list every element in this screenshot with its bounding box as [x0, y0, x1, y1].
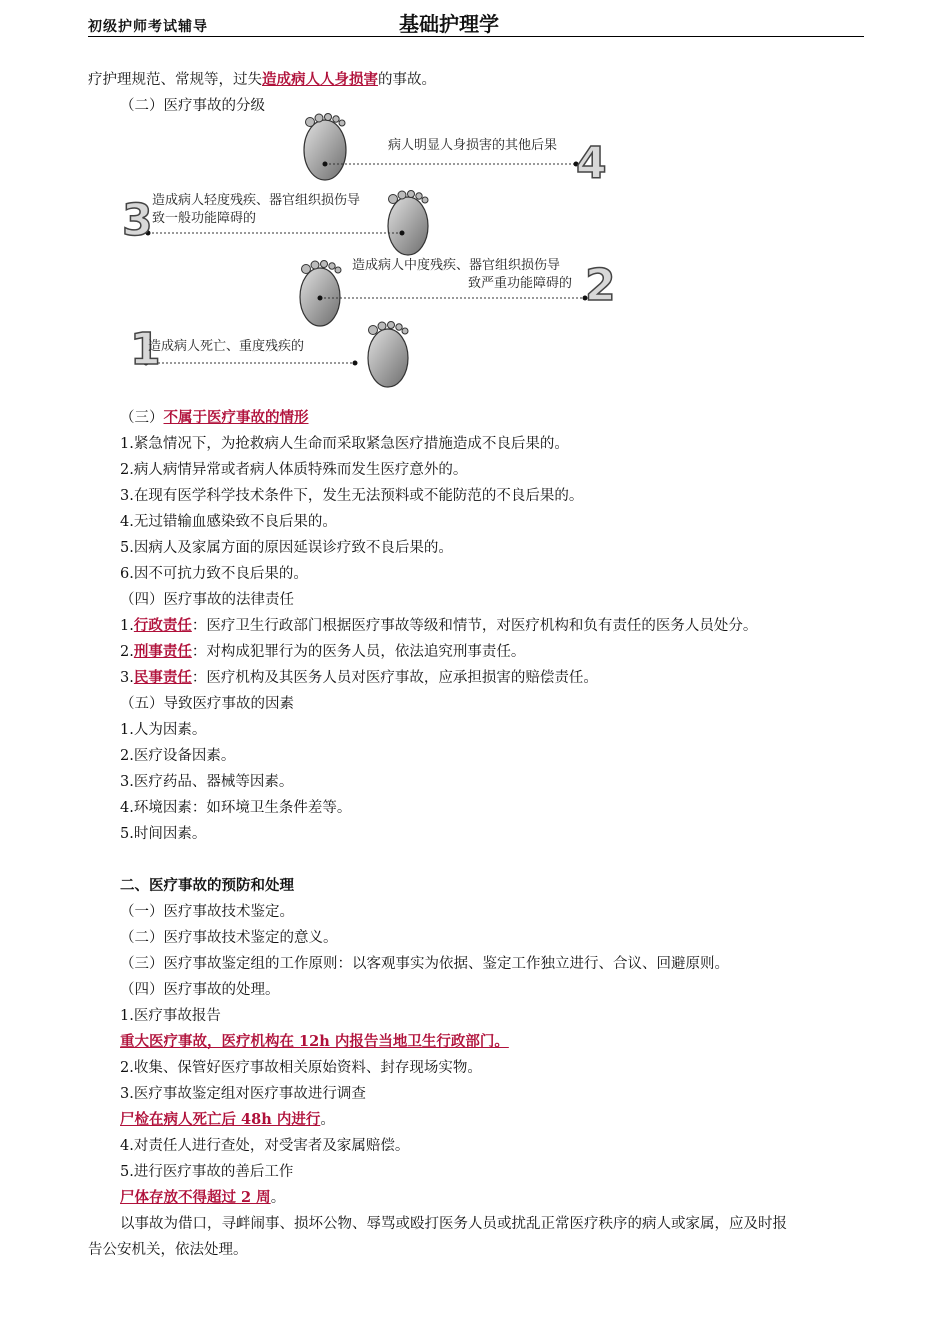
list-item: 5.进行医疗事故的善后工作 [120, 1164, 294, 1180]
autopsy-note-text: 尸检在病人死亡后 48h 内进行 [120, 1111, 321, 1128]
level-2-text-line2: 致严重功能障碍的 [468, 276, 573, 291]
level-3-text-line1: 造成病人轻度残疾、器官组织损伤导 [152, 193, 361, 208]
intro-highlight: 造成病人人身损害 [262, 71, 378, 88]
item-number: 2. [120, 644, 134, 660]
list-item: 4.环境因素：如环境卫生条件差等。 [120, 800, 352, 816]
list-item: （三）医疗事故鉴定组的工作原则：以客观事实为依据、鉴定工作独立进行、合议、回避原则。 [120, 956, 729, 972]
liability-item [120, 616, 757, 636]
list-item: （一）医疗事故技术鉴定。 [120, 904, 294, 920]
list-item: 2.医疗设备因素。 [120, 748, 236, 764]
liability-heading: （四）医疗事故的法律责任 [120, 592, 294, 608]
liability-text: ：对构成犯罪行为的医务人员，依法追究刑事责任。 [191, 644, 526, 660]
level-1-number: 1 [130, 324, 161, 375]
list-item: 5.因病人及家属方面的原因延误诊疗致不良后果的。 [120, 540, 453, 556]
body-storage-note-text: 尸体存放不得超过 2 周 [120, 1189, 271, 1206]
intro-suffix: 的事故。 [378, 72, 436, 88]
section-2-heading: 二、医疗事故的预防和处理 [120, 877, 294, 894]
list-item: 4.对责任人进行查处，对受害者及家属赔偿。 [120, 1138, 410, 1154]
liability-term: 行政责任 [133, 617, 192, 634]
level-3-text-line2: 致一般功能障碍的 [152, 211, 257, 226]
liability-term: 民事责任 [133, 669, 192, 686]
list-item: 3.医疗事故鉴定组对医疗事故进行调查 [120, 1086, 366, 1102]
list-item: 3.在现有医学科学技术条件下，发生无法预料或不能防范的不良后果的。 [120, 488, 584, 504]
liability-term: 刑事责任 [133, 643, 192, 660]
punctuation: 。 [320, 1112, 335, 1128]
liability-text: ：医疗卫生行政部门根据医疗事故等级和情节，对医疗机构和负有责任的医务人员处分。 [191, 618, 758, 634]
item-number: 3. [120, 670, 134, 686]
header-course: 初级护师考试辅导 [88, 19, 208, 35]
list-item: 3.医疗药品、器械等因素。 [120, 774, 294, 790]
footprint-icon [388, 191, 428, 256]
liability-item [120, 642, 525, 662]
level-4-number: 4 [576, 138, 607, 189]
not-accident-prefix: （三） [120, 410, 164, 426]
liability-item [120, 668, 598, 688]
body-storage-note [120, 1188, 285, 1208]
not-accident-title: 不属于医疗事故的情形 [163, 409, 309, 426]
list-item: 2.病人病情异常或者病人体质特殊而发生医疗意外的。 [120, 462, 468, 478]
footprint-icon [304, 114, 346, 181]
closing-paragraph-line1: 以事故为借口，寻衅闹事、损坏公物、辱骂或殴打医务人员或扰乱正常医疗秩序的病人或家属，应及时报 [120, 1216, 787, 1232]
factors-heading: （五）导致医疗事故的因素 [120, 696, 294, 712]
list-item: 4.无过错输血感染致不良后果的。 [120, 514, 337, 530]
footprint-icon [300, 261, 341, 327]
footprint-icon [368, 322, 408, 388]
intro-line [88, 70, 436, 90]
list-item: （四）医疗事故的处理。 [120, 982, 280, 998]
list-item: （二）医疗事故技术鉴定的意义。 [120, 930, 338, 946]
level-3-number: 3 [122, 195, 153, 246]
grading-heading: （二）医疗事故的分级 [120, 98, 265, 114]
level-2-number: 2 [585, 260, 616, 311]
list-item: 2.收集、保管好医疗事故相关原始资料、封存现场实物。 [120, 1060, 482, 1076]
not-accident-heading [120, 408, 309, 428]
page-header [88, 8, 864, 37]
list-item: 1.医疗事故报告 [120, 1008, 221, 1024]
autopsy-note [120, 1110, 335, 1130]
header-title: 基础护理学 [399, 12, 499, 36]
accident-grading-diagram [120, 112, 620, 397]
list-item: 5.时间因素。 [120, 826, 207, 842]
intro-prefix: 疗护理规范、常规等，过失 [88, 72, 262, 88]
list-item: 1.人为因素。 [120, 722, 207, 738]
level-4-text: 病人明显人身损害的其他后果 [388, 138, 558, 153]
punctuation: 。 [270, 1190, 286, 1206]
list-item: 6.因不可抗力致不良后果的。 [120, 566, 308, 582]
level-1-text: 造成病人死亡、重度残疾的 [148, 339, 305, 354]
level-2-text-line1: 造成病人中度残疾、器官组织损伤导 [352, 258, 561, 273]
report-note: 重大医疗事故，医疗机构在 12h 内报告当地卫生行政部门。 [120, 1033, 509, 1050]
list-item: 1.紧急情况下，为抢救病人生命而采取紧急医疗措施造成不良后果的。 [120, 436, 569, 452]
liability-text: ：医疗机构及其医务人员对医疗事故，应承担损害的赔偿责任。 [191, 670, 598, 686]
closing-paragraph-line2: 告公安机关，依法处理。 [88, 1242, 248, 1258]
item-number: 1. [120, 618, 134, 634]
